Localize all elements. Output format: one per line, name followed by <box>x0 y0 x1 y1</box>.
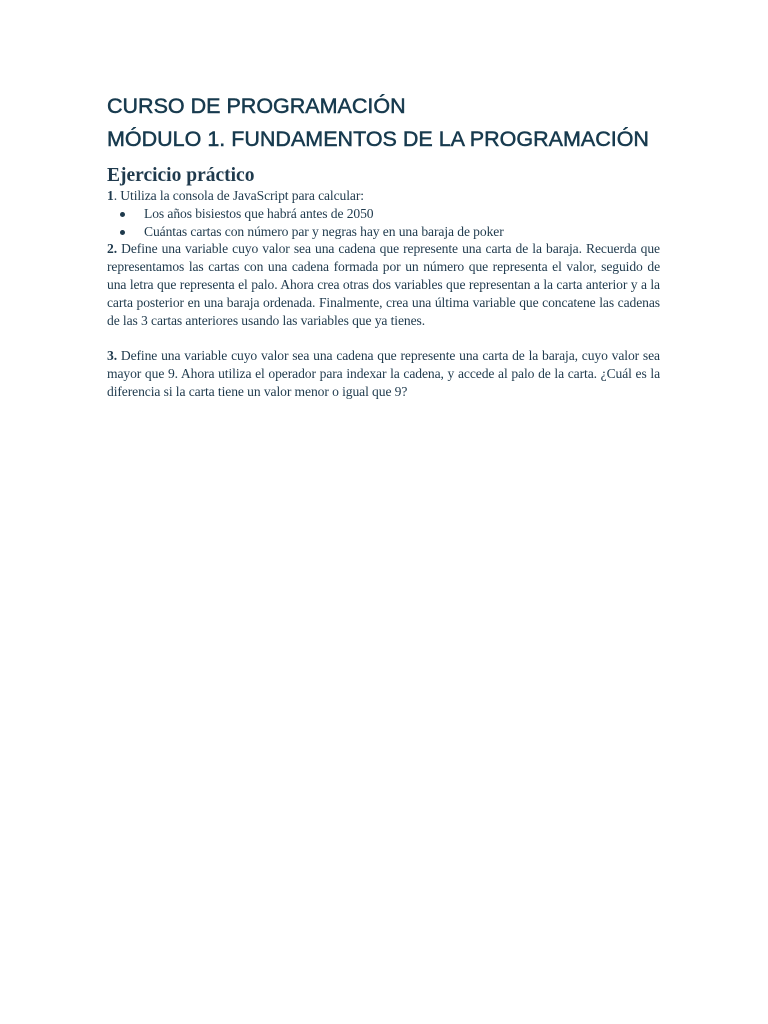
exercise-item-1 <box>107 187 660 205</box>
exercise-item-2 <box>107 240 660 329</box>
item-1-number: 1 <box>107 188 114 203</box>
item-3-text: Define una variable cuyo valor sea una cadena que represente una carta de la baraja, cuyo valor sea mayor que 9. Ahora utiliza el operador para indexar la cadena, y accede al palo de la carta. ¿Cuál es la diferencia si la carta tiene un valor menor o igual que 9? <box>107 348 660 399</box>
bullet-item <box>107 223 660 241</box>
exercise-heading: Ejercicio práctico <box>107 165 255 186</box>
paragraph-spacer <box>107 329 660 347</box>
bullet-item <box>107 205 660 223</box>
module-title: MÓDULO 1. FUNDAMENTOS DE LA PROGRAMACIÓN <box>107 127 649 151</box>
bullet-text: Los años bisiestos que habrá antes de 2050 <box>144 205 374 221</box>
item-1-text: . Utiliza la consola de JavaScript para calcular: <box>113 188 364 203</box>
item-1-bullet-list <box>107 205 660 241</box>
item-2-text: Define una variable cuyo valor sea una cadena que represente una carta de la baraja. Recuerda que representamos las cartas con una cadena formada por un número que representa el valor, seguido de una letra que representa el palo. Ahora crea otras dos variables que representan a la carta anterior y a la carta posterior en una baraja ordenada. Finalmente, crea una última variable que concatene las cadenas de las 3 cartas anteriores usando las variables que ya tienes. <box>107 241 660 328</box>
course-title: CURSO DE PROGRAMACIÓN <box>107 94 406 118</box>
document-content <box>107 92 660 401</box>
bullet-dot-icon <box>120 212 125 217</box>
bullet-text: Cuántas cartas con número par y negras hay en una baraja de poker <box>144 223 504 239</box>
bullet-dot-icon <box>120 230 125 235</box>
item-2-number: 2. <box>107 241 117 257</box>
exercise-item-3 <box>107 347 660 400</box>
item-3-number: 3. <box>107 348 117 364</box>
exercise-body <box>107 187 660 401</box>
